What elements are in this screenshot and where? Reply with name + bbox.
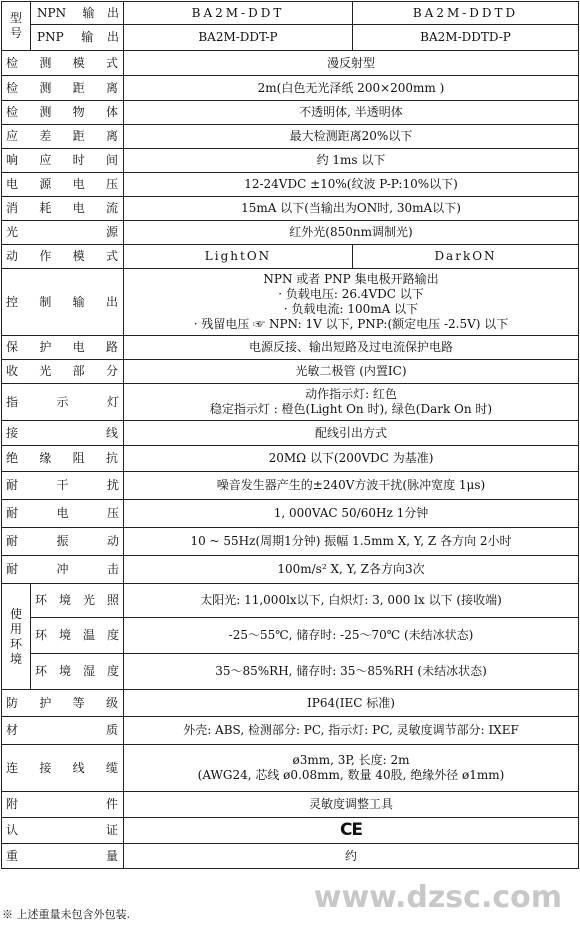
dielectric-label: 耐电压 [2,500,124,528]
row-weight [2,844,579,869]
insulation-value: 20MΩ 以下(200VDC 为基准) [124,446,579,472]
row-indicator [2,384,579,421]
row-noise [2,472,579,500]
row-response [2,149,579,173]
response-label: 响应时间 [2,149,124,173]
row-cable [2,745,579,792]
footnote: ※ 上述重量未包含外包装. [2,908,130,921]
row-voltage [2,173,579,197]
row-material [2,717,579,745]
accessory-label: 附件 [2,792,124,818]
ip-label: 防护等级 [2,690,124,717]
row-dielectric [2,500,579,528]
dielectric-value: 1, 000VAC 50/60Hz 1分钟 [124,500,579,528]
accessory-value: 灵敏度调整工具 [124,792,579,818]
dark-on-value: DarkON [353,245,579,269]
npn-label: NPN 输出 [31,2,124,25]
npn-ddtd: BA2M-DDTD [353,2,579,25]
detect-mode-label: 检测模式 [2,51,124,76]
light-source-label: 光源 [2,221,124,245]
protection-value: 电源反接、输出短路及过电流保护电路 [124,336,579,360]
row-detect-object [2,101,579,125]
shock-value: 100m/s² X, Y, Z各方向3次 [124,556,579,584]
env-humidity-value: 35～85%RH, 储存时: 35～85%RH (未结冰状态) [124,654,579,690]
row-protection [2,336,579,360]
current-value: 15mA 以下(当输出为ON时, 30mA以下) [124,197,579,221]
row-control-output [2,269,579,336]
row-vibration [2,528,579,556]
pnp-ddt: BA2M-DDT-P [124,25,353,51]
npn-ddt: BA2M-DDT [124,2,353,25]
protection-label: 保护电路 [2,336,124,360]
detect-object-label: 检测物体 [2,101,124,125]
row-accessory [2,792,579,818]
noise-label: 耐干扰 [2,472,124,500]
hysteresis-label: 应差距离 [2,125,124,149]
row-env-light [2,584,579,618]
spec-table [1,1,579,869]
cable-line-1: ø3mm, 3P, 长度: 2m [292,753,410,767]
response-value: 约 1ms 以下 [124,149,579,173]
cable-line-2: (AWG24, 芯线 ø0.08mm, 数量 40股, 绝缘外径 ø1mm) [197,768,505,782]
material-label: 材质 [2,717,124,745]
insulation-label: 绝缘阻抗 [2,446,124,472]
ce-mark-icon: CE [124,818,579,844]
row-ip [2,690,579,717]
env-humidity-label: 环境湿度 [31,654,124,690]
env-group-label: 使用环境 [2,584,31,690]
env-temp-label: 环境温度 [31,618,124,654]
row-env-humidity [2,654,579,690]
ip-value: IP64(IEC 标准) [124,690,579,717]
control-line-2: · 负载电压: 26.4VDC 以下 [278,287,424,301]
detect-distance-value: 2m(白色无光泽纸 200×200mm ) [124,76,579,101]
row-connection [2,421,579,446]
indicator-label: 指示灯 [2,384,124,421]
row-shock [2,556,579,584]
detect-mode-value: 漫反射型 [124,51,579,76]
current-label: 消耗电流 [2,197,124,221]
row-pnp [2,25,579,51]
row-light-source [2,221,579,245]
row-insulation [2,446,579,472]
model-label: 型号 [2,2,31,51]
control-output-label: 控制输出 [2,269,124,336]
certification-label: 认证 [2,818,124,844]
env-temp-value: -25～55℃, 储存时: -25～70℃ (未结冰状态) [124,618,579,654]
control-output-value [124,269,579,336]
vibration-label: 耐振动 [2,528,124,556]
cable-label: 连接线缆 [2,745,124,792]
indicator-value [124,384,579,421]
row-npn [2,2,579,25]
hysteresis-value: 最大检测距离20%以下 [124,125,579,149]
control-line-4: · 残留电压 ☞ NPN: 1V 以下, PNP:(额定电压 -2.5V) 以下 [193,317,509,331]
receiver-value: 光敏二极管 (内置IC) [124,360,579,384]
row-detect-mode [2,51,579,76]
weight-label: 重量 [2,844,124,869]
row-current [2,197,579,221]
light-on-value: LightON [124,245,353,269]
receiver-label: 收光部分 [2,360,124,384]
voltage-value: 12-24VDC ±10%(纹波 P-P:10%以下) [124,173,579,197]
weight-value: 约 [124,844,579,869]
noise-value: 噪音发生器产生的±240V方波干扰(脉冲宽度 1μs) [124,472,579,500]
env-light-label: 环境光照 [31,584,124,618]
control-line-1: NPN 或者 PNP 集电极开路输出 [263,272,439,286]
row-env-temp [2,618,579,654]
indicator-line-1: 动作指示灯: 红色 [305,387,397,401]
row-detect-distance [2,76,579,101]
pnp-label: PNP 输出 [31,25,124,51]
cable-value [124,745,579,792]
connection-label: 接线 [2,421,124,446]
operation-mode-label: 动作模式 [2,245,124,269]
control-line-3: · 负载电流: 100mA 以下 [283,302,419,316]
vibration-value: 10 ~ 55Hz(周期1分钟) 振幅 1.5mm X, Y, Z 各方向 2小时 [124,528,579,556]
detect-distance-label: 检测距离 [2,76,124,101]
connection-value: 配线引出方式 [124,421,579,446]
indicator-line-2: 稳定指示灯 : 橙色(Light On 时), 绿色(Dark On 时) [209,402,493,416]
watermark: www.dzsc.com [313,880,562,915]
light-source-value: 红外光(850nm调制光) [124,221,579,245]
voltage-label: 电源电压 [2,173,124,197]
shock-label: 耐冲击 [2,556,124,584]
env-light-value: 太阳光: 11,000lx以下, 白炽灯: 3, 000 lx 以下 (接收端) [124,584,579,618]
row-hysteresis [2,125,579,149]
row-receiver [2,360,579,384]
detect-object-value: 不透明体, 半透明体 [124,101,579,125]
material-value: 外壳: ABS, 检测部分: PC, 指示灯: PC, 灵敏度调节部分: IXEF [124,717,579,745]
row-operation-mode [2,245,579,269]
row-certification [2,818,579,844]
pnp-ddtd: BA2M-DDTD-P [353,25,579,51]
